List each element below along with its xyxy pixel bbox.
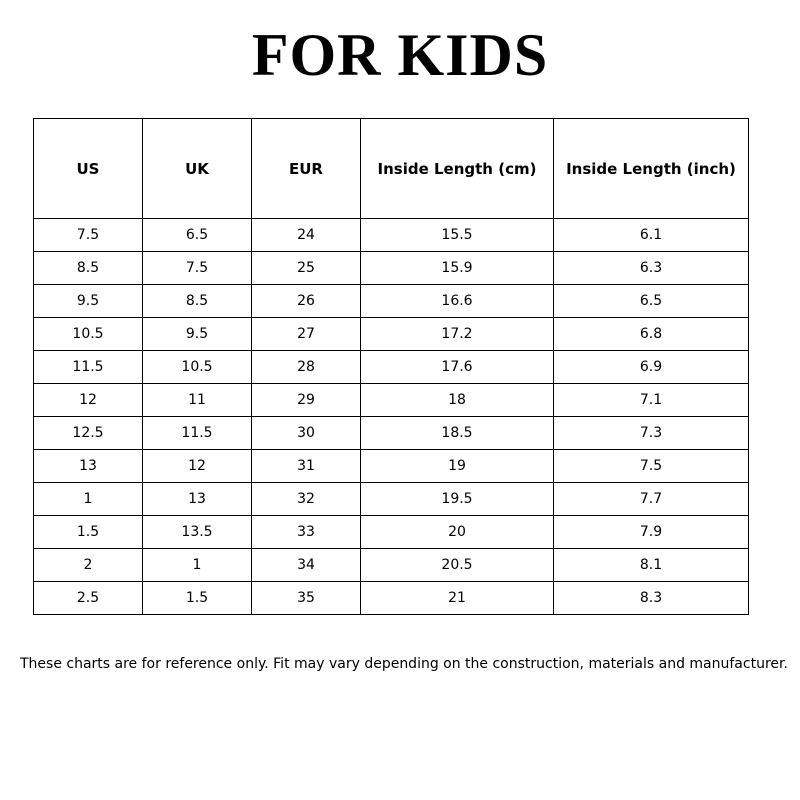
cell-us: 2.5 xyxy=(34,582,143,615)
cell-eur: 26 xyxy=(252,285,361,318)
table-row xyxy=(34,516,749,549)
cell-uk: 7.5 xyxy=(143,252,252,285)
cell-eur: 28 xyxy=(252,351,361,384)
cell-us: 9.5 xyxy=(34,285,143,318)
cell-eur: 29 xyxy=(252,384,361,417)
cell-uk: 1 xyxy=(143,549,252,582)
cell-eur: 31 xyxy=(252,450,361,483)
cell-inside-length-inch: 7.7 xyxy=(554,483,749,516)
cell-eur: 25 xyxy=(252,252,361,285)
cell-uk: 11 xyxy=(143,384,252,417)
cell-us: 2 xyxy=(34,549,143,582)
cell-inside-length-cm: 19.5 xyxy=(361,483,554,516)
cell-inside-length-inch: 7.3 xyxy=(554,417,749,450)
cell-inside-length-inch: 6.9 xyxy=(554,351,749,384)
cell-us: 11.5 xyxy=(34,351,143,384)
cell-uk: 11.5 xyxy=(143,417,252,450)
table-row xyxy=(34,582,749,615)
disclaimer-note: These charts are for reference only. Fit may vary depending on the construction, materials and manufacturer. xyxy=(20,656,788,672)
cell-eur: 33 xyxy=(252,516,361,549)
cell-uk: 10.5 xyxy=(143,351,252,384)
table-row xyxy=(34,483,749,516)
cell-inside-length-inch: 6.1 xyxy=(554,219,749,252)
cell-us: 8.5 xyxy=(34,252,143,285)
cell-inside-length-inch: 7.9 xyxy=(554,516,749,549)
header-eur: EUR xyxy=(252,119,361,219)
cell-us: 12 xyxy=(34,384,143,417)
cell-inside-length-inch: 6.8 xyxy=(554,318,749,351)
size-chart-table xyxy=(33,118,749,615)
cell-uk: 9.5 xyxy=(143,318,252,351)
cell-uk: 1.5 xyxy=(143,582,252,615)
cell-inside-length-inch: 6.3 xyxy=(554,252,749,285)
header-inside-length-inch: Inside Length (inch) xyxy=(554,119,749,219)
cell-uk: 8.5 xyxy=(143,285,252,318)
cell-eur: 24 xyxy=(252,219,361,252)
cell-eur: 30 xyxy=(252,417,361,450)
table-row xyxy=(34,318,749,351)
cell-inside-length-cm: 21 xyxy=(361,582,554,615)
cell-uk: 13 xyxy=(143,483,252,516)
cell-inside-length-inch: 8.1 xyxy=(554,549,749,582)
cell-inside-length-inch: 7.5 xyxy=(554,450,749,483)
table-header-row xyxy=(34,119,749,219)
table-row xyxy=(34,252,749,285)
cell-us: 1 xyxy=(34,483,143,516)
table-row xyxy=(34,417,749,450)
cell-inside-length-cm: 17.6 xyxy=(361,351,554,384)
cell-inside-length-inch: 6.5 xyxy=(554,285,749,318)
table-body xyxy=(34,219,749,615)
cell-eur: 27 xyxy=(252,318,361,351)
cell-uk: 13.5 xyxy=(143,516,252,549)
cell-us: 12.5 xyxy=(34,417,143,450)
cell-inside-length-inch: 7.1 xyxy=(554,384,749,417)
cell-eur: 34 xyxy=(252,549,361,582)
table-row xyxy=(34,219,749,252)
cell-inside-length-inch: 8.3 xyxy=(554,582,749,615)
cell-uk: 6.5 xyxy=(143,219,252,252)
cell-inside-length-cm: 15.9 xyxy=(361,252,554,285)
cell-inside-length-cm: 19 xyxy=(361,450,554,483)
cell-eur: 35 xyxy=(252,582,361,615)
header-us: US xyxy=(34,119,143,219)
cell-inside-length-cm: 18.5 xyxy=(361,417,554,450)
header-uk: UK xyxy=(143,119,252,219)
cell-inside-length-cm: 20 xyxy=(361,516,554,549)
header-inside-length-cm: Inside Length (cm) xyxy=(361,119,554,219)
cell-uk: 12 xyxy=(143,450,252,483)
cell-us: 7.5 xyxy=(34,219,143,252)
cell-us: 13 xyxy=(34,450,143,483)
table-row xyxy=(34,351,749,384)
cell-us: 1.5 xyxy=(34,516,143,549)
cell-inside-length-cm: 20.5 xyxy=(361,549,554,582)
cell-us: 10.5 xyxy=(34,318,143,351)
cell-inside-length-cm: 17.2 xyxy=(361,318,554,351)
cell-inside-length-cm: 15.5 xyxy=(361,219,554,252)
table-row xyxy=(34,285,749,318)
table-row xyxy=(34,384,749,417)
cell-inside-length-cm: 16.6 xyxy=(361,285,554,318)
table-row xyxy=(34,450,749,483)
cell-inside-length-cm: 18 xyxy=(361,384,554,417)
page-title: FOR KIDS xyxy=(251,22,549,88)
table-row xyxy=(34,549,749,582)
cell-eur: 32 xyxy=(252,483,361,516)
